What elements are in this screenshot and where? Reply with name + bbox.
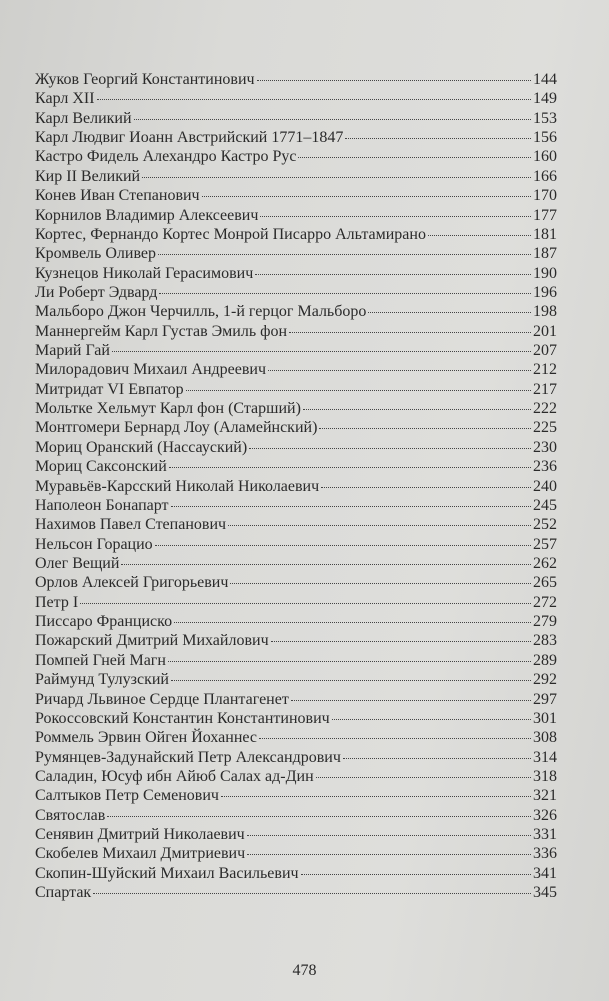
entry-name: Милорадович Михаил Андреевич	[35, 361, 267, 379]
page-number: 478	[292, 962, 317, 979]
entry-name: Орлов Алексей Григорьевич	[35, 574, 229, 592]
dot-leader	[230, 583, 531, 584]
dot-leader	[159, 293, 531, 294]
entry-name: Карл Людвиг Иоанн Австрийский 1771–1847	[35, 129, 344, 147]
toc-entry	[35, 206, 557, 225]
entry-page: 314	[533, 748, 557, 766]
entry-page: 153	[533, 109, 557, 127]
toc-entry	[35, 399, 557, 418]
entry-name: Конев Иван Степанович	[35, 187, 200, 205]
entry-name: Скобелев Михаил Дмитриевич	[35, 845, 246, 863]
entry-name: Карл Великий	[35, 109, 132, 127]
entry-page: 345	[533, 884, 557, 902]
dot-leader	[247, 854, 531, 855]
toc-entry	[35, 690, 557, 709]
entry-name: Пожарский Дмитрий Михайлович	[35, 632, 269, 650]
entry-page: 236	[533, 458, 557, 476]
entry-name: Кастро Фидель Алехандро Кастро Рус	[35, 148, 297, 166]
toc-entry	[35, 535, 557, 554]
entry-page: 336	[533, 845, 557, 863]
dot-leader	[171, 680, 531, 681]
dot-leader	[221, 796, 531, 797]
entry-name: Кир II Великий	[35, 167, 141, 185]
toc-entry	[35, 109, 557, 128]
entry-page: 292	[533, 671, 557, 689]
toc-entry	[35, 806, 557, 825]
entry-name: Помпей Гней Магн	[35, 651, 166, 669]
toc-entry	[35, 457, 557, 476]
dot-leader	[155, 545, 531, 546]
toc-entry	[35, 825, 557, 844]
dot-leader	[368, 312, 531, 313]
entry-name: Саладин, Юсуф ибн Айюб Салах ад-Дин	[35, 767, 314, 785]
dot-leader	[257, 80, 531, 81]
toc-entry	[35, 264, 557, 283]
entry-page: 341	[533, 864, 557, 882]
entry-name: Писсаро Франциско	[35, 613, 173, 631]
dot-leader	[249, 448, 531, 449]
entry-name: Монтгомери Бернард Лоу (Аламейнский)	[35, 419, 318, 437]
entry-name: Наполеон Бонапарт	[35, 496, 169, 514]
toc-entry	[35, 844, 557, 863]
entry-name: Скопин-Шуйский Михаил Васильевич	[35, 864, 299, 882]
toc-entry	[35, 186, 557, 205]
dot-leader	[186, 390, 531, 391]
entry-name: Олег Вещий	[35, 554, 120, 572]
dot-leader	[247, 835, 531, 836]
toc-entry	[35, 883, 557, 902]
entry-page: 230	[533, 438, 557, 456]
toc-entry	[35, 341, 557, 360]
entry-page: 272	[533, 593, 557, 611]
dot-leader	[343, 758, 531, 759]
entry-page: 201	[533, 322, 557, 340]
entry-page: 252	[533, 516, 557, 534]
entry-name: Рокоссовский Константин Константинович	[35, 709, 330, 727]
dot-leader	[202, 196, 531, 197]
toc-entry	[35, 631, 557, 650]
dot-leader	[121, 564, 531, 565]
entry-name: Корнилов Владимир Алексеевич	[35, 206, 259, 224]
dot-leader	[301, 874, 531, 875]
entry-name: Ричард Львиное Сердце Плантагенет	[35, 690, 289, 708]
toc-entry	[35, 728, 557, 747]
toc-entry	[35, 128, 557, 147]
entry-name: Муравьёв-Карсский Николай Николаевич	[35, 477, 320, 495]
entry-name: Раймунд Тулузский	[35, 671, 169, 689]
dot-leader	[142, 177, 531, 178]
entry-name: Нахимов Павел Степанович	[35, 516, 227, 534]
entry-name: Мольтке Хельмут Карл фон (Старший)	[35, 400, 301, 418]
toc-entry	[35, 709, 557, 728]
entry-page: 160	[533, 148, 557, 166]
entry-page: 170	[533, 187, 557, 205]
entry-page: 207	[533, 342, 557, 360]
entry-page: 240	[533, 477, 557, 495]
entry-page: 217	[533, 380, 557, 398]
entry-page: 190	[533, 264, 557, 282]
toc-entry	[35, 418, 557, 437]
toc-entry	[35, 593, 557, 612]
toc-entry	[35, 573, 557, 592]
toc-entry	[35, 748, 557, 767]
entry-page: 245	[533, 496, 557, 514]
entry-page: 308	[533, 729, 557, 747]
entry-page: 289	[533, 651, 557, 669]
entry-page: 225	[533, 419, 557, 437]
toc-entry	[35, 477, 557, 496]
entry-page: 166	[533, 167, 557, 185]
dot-leader	[228, 525, 531, 526]
entry-name: Нельсон Горацио	[35, 535, 153, 553]
entry-page: 222	[533, 400, 557, 418]
toc-entry	[35, 515, 557, 534]
toc-entry	[35, 147, 557, 166]
dot-leader	[134, 119, 531, 120]
toc-entry	[35, 360, 557, 379]
entry-name: Митридат VI Евпатор	[35, 380, 184, 398]
entry-name: Кузнецов Николай Герасимович	[35, 264, 254, 282]
dot-leader	[291, 700, 531, 701]
dot-leader	[174, 622, 531, 623]
toc-entry	[35, 651, 557, 670]
entry-name: Жуков Георгий Константинович	[35, 71, 255, 88]
toc-entry	[35, 670, 557, 689]
dot-leader	[332, 719, 531, 720]
toc-entry	[35, 380, 557, 399]
entry-page: 283	[533, 632, 557, 650]
toc-entry	[35, 612, 557, 631]
dot-leader	[289, 332, 531, 333]
dot-leader	[259, 738, 531, 739]
entry-name: Карл XII	[35, 90, 95, 108]
dot-leader	[316, 777, 531, 778]
entry-name: Сенявин Дмитрий Николаевич	[35, 826, 245, 844]
entry-page: 331	[533, 826, 557, 844]
dot-leader	[260, 216, 531, 217]
toc-entry	[35, 244, 557, 263]
dot-leader	[268, 370, 531, 371]
entry-page: 297	[533, 690, 557, 708]
entry-page: 265	[533, 574, 557, 592]
dot-leader	[93, 893, 531, 894]
toc-entry	[35, 70, 557, 89]
entry-name: Мальборо Джон Черчилль, 1-й герцог Мальборо	[35, 303, 367, 321]
toc-entry	[35, 322, 557, 341]
entry-page: 196	[533, 283, 557, 301]
toc-entry	[35, 89, 557, 108]
dot-leader	[97, 99, 531, 100]
dot-leader	[169, 467, 531, 468]
entry-page: 326	[533, 806, 557, 824]
toc-entry	[35, 864, 557, 883]
dot-leader	[80, 603, 531, 604]
dot-leader	[345, 138, 531, 139]
entry-page: 262	[533, 554, 557, 572]
toc-entry	[35, 302, 557, 321]
dot-leader	[112, 351, 531, 352]
toc-entry	[35, 554, 557, 573]
entry-name: Кортес, Фернандо Кортес Монрой Писарро Альтамирано	[35, 225, 426, 243]
toc-entry	[35, 283, 557, 302]
entry-page: 187	[533, 245, 557, 263]
entry-name: Маннергейм Карл Густав Эмиль фон	[35, 322, 288, 340]
entry-name: Мориц Оранский (Нассауский)	[35, 438, 248, 456]
entry-name: Марий Гай	[35, 342, 110, 360]
toc-entry	[35, 496, 557, 515]
entry-name: Святослав	[35, 806, 106, 824]
dot-leader	[158, 254, 531, 255]
entry-page: 301	[533, 709, 557, 727]
entry-name: Спартак	[35, 884, 92, 902]
entry-name: Кромвель Оливер	[35, 245, 156, 263]
dot-leader	[171, 506, 531, 507]
entry-page: 318	[533, 767, 557, 785]
entry-name: Румянцев-Задунайский Петр Александрович	[35, 748, 341, 766]
dot-leader	[319, 428, 531, 429]
dot-leader	[271, 641, 531, 642]
entry-page: 279	[533, 613, 557, 631]
dot-leader	[428, 235, 531, 236]
entry-name: Ли Роберт Эдвард	[35, 283, 158, 301]
toc-entry	[35, 786, 557, 805]
toc-entry	[35, 167, 557, 186]
dot-leader	[255, 274, 531, 275]
entry-page: 181	[533, 225, 557, 243]
entry-page: 321	[533, 787, 557, 805]
entry-page: 144	[533, 71, 557, 88]
entry-page: 257	[533, 535, 557, 553]
dot-leader	[298, 157, 531, 158]
table-of-contents	[35, 70, 557, 902]
entry-page: 177	[533, 206, 557, 224]
toc-entry	[35, 767, 557, 786]
toc-entry	[35, 225, 557, 244]
dot-leader	[321, 487, 531, 488]
dot-leader	[303, 409, 531, 410]
entry-page: 149	[533, 90, 557, 108]
entry-page: 198	[533, 303, 557, 321]
entry-name: Салтыков Петр Семенович	[35, 787, 219, 805]
dot-leader	[168, 661, 531, 662]
entry-page: 212	[533, 361, 557, 379]
toc-entry	[35, 438, 557, 457]
entry-page: 156	[533, 129, 557, 147]
entry-name: Роммель Эрвин Ойген Йоханнес	[35, 729, 257, 747]
entry-name: Петр I	[35, 593, 79, 611]
entry-name: Мориц Саксонский	[35, 458, 167, 476]
dot-leader	[107, 816, 531, 817]
